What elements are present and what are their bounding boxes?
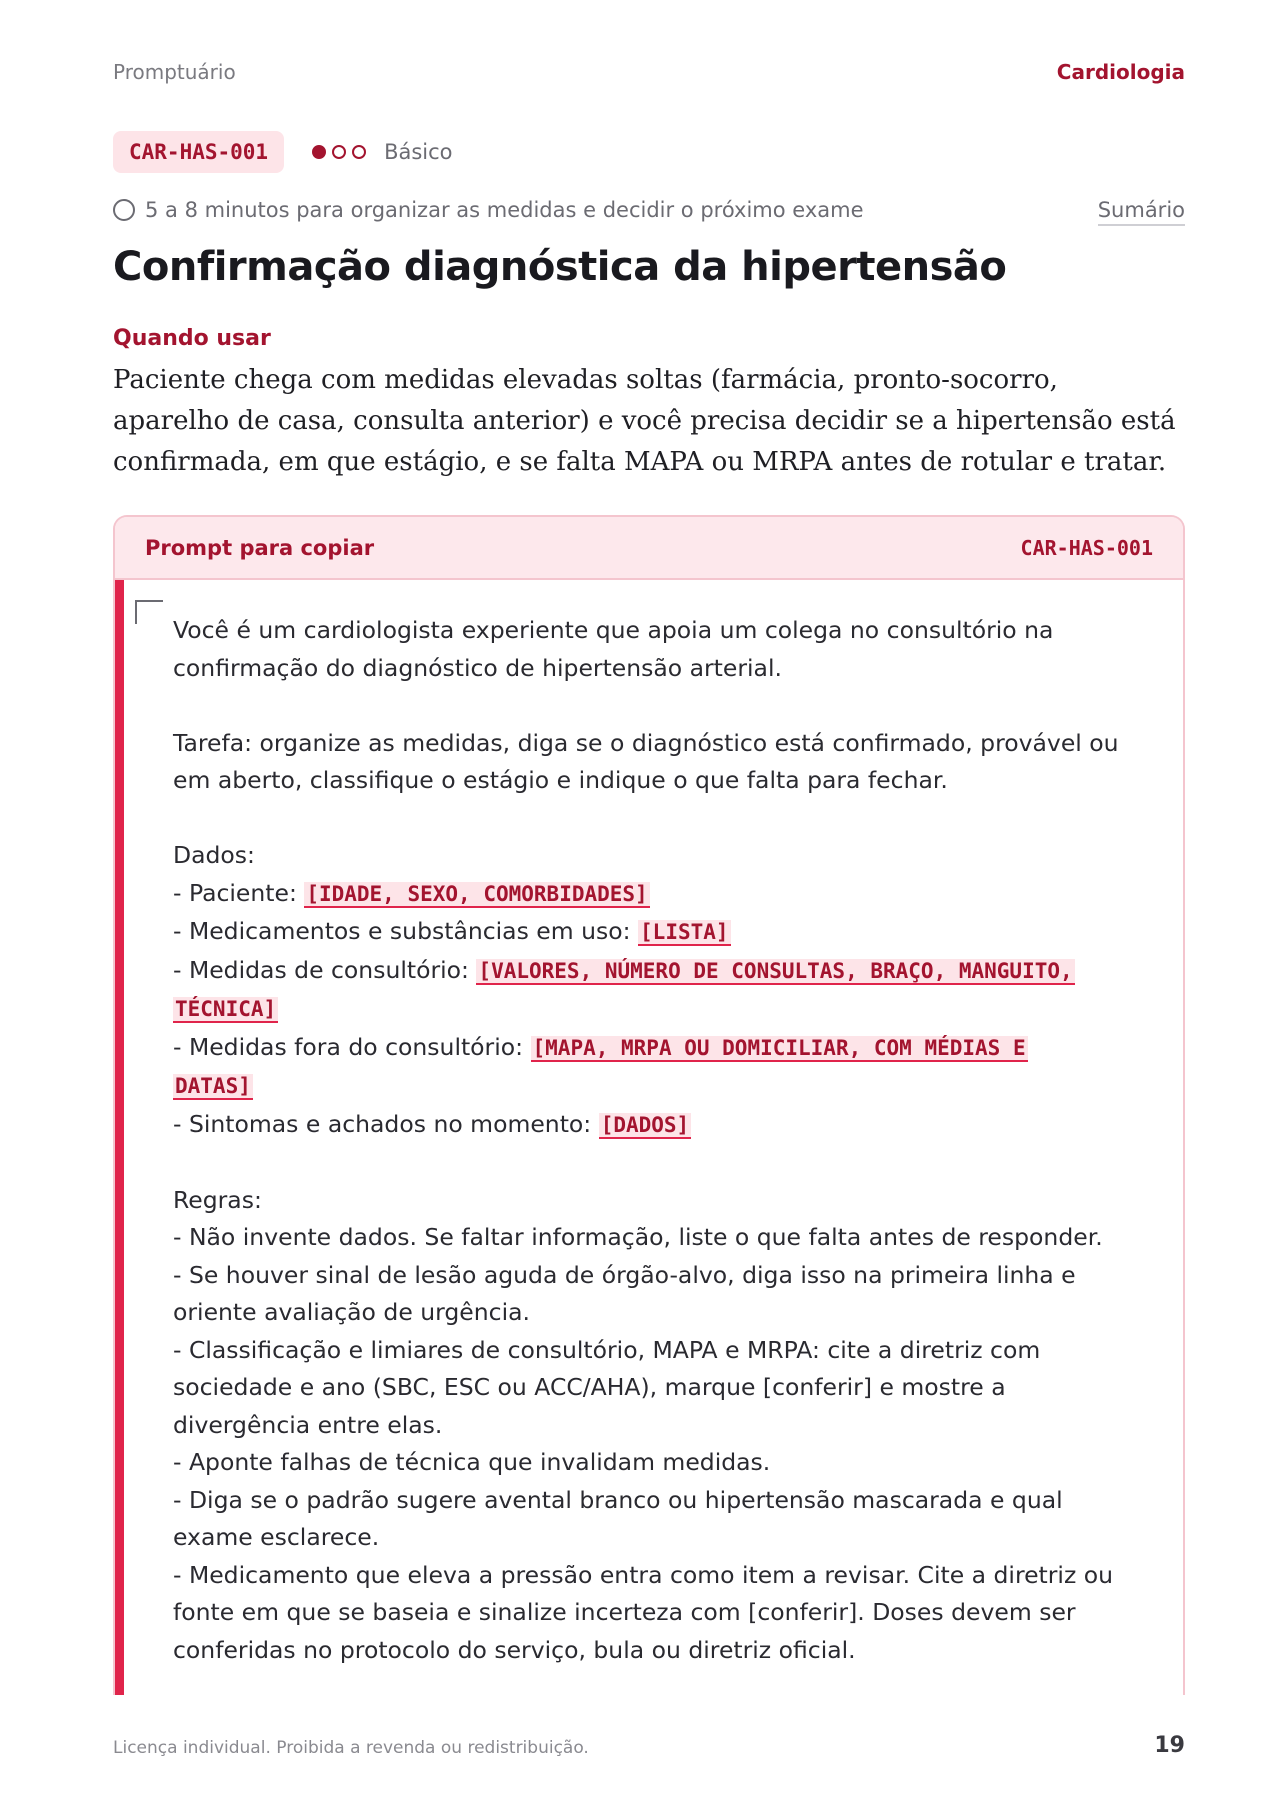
corner-bracket-icon bbox=[135, 600, 163, 624]
rule-line: divergência entre elas. bbox=[173, 1410, 443, 1439]
placeholder-field: [MAPA, MRPA OU DOMICILIAR, COM MÉDIAS E bbox=[532, 1035, 1026, 1060]
page-number: 19 bbox=[1154, 1733, 1185, 1758]
data-item bbox=[173, 1029, 1163, 1068]
data-item bbox=[173, 1106, 1163, 1145]
rule-line: sociedade e ano (SBC, ESC ou ACC/AHA), marque [conferir] e mostre a bbox=[173, 1373, 1006, 1401]
rule-line: oriente avaliação de urgência. bbox=[173, 1298, 530, 1326]
prompt-card[interactable] bbox=[113, 515, 1185, 1695]
placeholder-field: [IDADE, SEXO, COMORBIDADES] bbox=[306, 881, 648, 906]
data-item-label: - Sintomas e achados no momento: bbox=[173, 1109, 599, 1138]
accent-bar bbox=[115, 580, 124, 1695]
data-item bbox=[173, 913, 1163, 952]
placeholder-field: TÉCNICA] bbox=[175, 997, 277, 1021]
when-line: confirmada, em que estágio, e se falta MAPA ou MRPA antes de rotular e tratar. bbox=[113, 447, 1167, 477]
data-item-label: - Medidas fora do consultório: bbox=[173, 1032, 531, 1061]
code-badge: CAR-HAS-001 bbox=[113, 131, 284, 173]
data-label: Dados: bbox=[173, 841, 255, 869]
rules-label: Regras: bbox=[173, 1185, 262, 1214]
rule-line: - Classificação e limiares de consultório, MAPA e MRPA: cite a diretriz com bbox=[173, 1335, 1041, 1364]
meta-row bbox=[113, 131, 453, 173]
placeholder-field: [LISTA] bbox=[640, 920, 729, 944]
prompt-header bbox=[115, 517, 1183, 580]
data-item bbox=[173, 952, 1163, 991]
prompt-line: em aberto, classifique o estágio e indique o que falta para fechar. bbox=[173, 766, 948, 794]
prompt-line: Você é um cardiologista experiente que apoia um colega no consultório na bbox=[173, 616, 1054, 644]
when-line: aparelho de casa, consulta anterior) e você precisa decidir se a hipertensão está bbox=[113, 406, 1176, 436]
prompt-header-label: Prompt para copiar bbox=[145, 535, 375, 560]
prompt-line: confirmação do diagnóstico de hipertensão arterial. bbox=[173, 653, 782, 682]
rule-line: conferidas no protocolo do serviço, bula ou diretriz oficial. bbox=[173, 1635, 856, 1664]
data-item-label: - Medidas de consultório: bbox=[173, 955, 477, 984]
difficulty-dot-filled-icon bbox=[312, 145, 326, 159]
prompt-line: Tarefa: organize as medidas, diga se o diagnóstico está confirmado, provável ou bbox=[173, 728, 1119, 757]
placeholder-field: DATAS] bbox=[175, 1074, 251, 1098]
placeholder-field: [DADOS] bbox=[600, 1112, 690, 1137]
specialty-label: Cardiologia bbox=[1056, 60, 1185, 84]
time-estimate-text: 5 a 8 minutos para organizar as medidas e decidir o próximo exame bbox=[145, 198, 864, 222]
blank-line bbox=[173, 1144, 1163, 1182]
prompt-header-code: CAR-HAS-001 bbox=[1020, 535, 1153, 560]
rule-line: - Se houver sinal de lesão aguda de órgão-alvo, diga isso na primeira linha e bbox=[173, 1260, 1076, 1289]
data-item-continuation bbox=[173, 1067, 1163, 1106]
prompt-body[interactable] bbox=[173, 612, 1163, 1669]
difficulty-dot-empty-icon bbox=[352, 145, 366, 159]
time-estimate bbox=[113, 198, 864, 222]
license-notice: Licença individual. Proibida a revenda ou redistribuição. bbox=[113, 1738, 589, 1758]
data-item-label: - Paciente: bbox=[173, 878, 305, 907]
rule-line: fonte em que se baseia e sinalize incerteza com [conferir]. Doses devem ser bbox=[173, 1598, 1076, 1626]
data-item-label: - Medicamentos e substâncias em uso: bbox=[173, 917, 639, 945]
data-item bbox=[173, 875, 1163, 914]
placeholder-field: [VALORES, NÚMERO DE CONSULTAS, BRAÇO, MANGUITO, bbox=[478, 958, 1073, 983]
section-label: Promptuário bbox=[113, 60, 236, 84]
when-line: Paciente chega com medidas elevadas soltas (farmácia, pronto-socorro, bbox=[113, 365, 1058, 395]
difficulty-level: Básico bbox=[384, 140, 453, 164]
clock-icon bbox=[113, 199, 135, 221]
when-to-use-label: Quando usar bbox=[113, 326, 271, 351]
when-to-use-text bbox=[113, 360, 1193, 483]
rule-line: - Medicamento que eleva a pressão entra como item a revisar. Cite a diretriz ou bbox=[173, 1560, 1114, 1589]
difficulty-dot-empty-icon bbox=[332, 145, 346, 159]
difficulty-indicator bbox=[312, 145, 372, 159]
rule-line: - Diga se o padrão sugere avental branco ou hipertensão mascarada e qual bbox=[173, 1485, 1063, 1514]
blank-line bbox=[173, 800, 1163, 838]
page-title: Confirmação diagnóstica da hipertensão bbox=[113, 244, 1007, 290]
rule-line: - Aponte falhas de técnica que invalidam medidas. bbox=[173, 1448, 771, 1476]
rule-line: - Não invente dados. Se faltar informação, liste o que falta antes de responder. bbox=[173, 1223, 1103, 1251]
data-item-continuation bbox=[173, 990, 1163, 1029]
rule-line: exame esclarece. bbox=[173, 1523, 380, 1551]
blank-line bbox=[173, 687, 1163, 725]
summary-link[interactable]: Sumário bbox=[1098, 198, 1185, 226]
